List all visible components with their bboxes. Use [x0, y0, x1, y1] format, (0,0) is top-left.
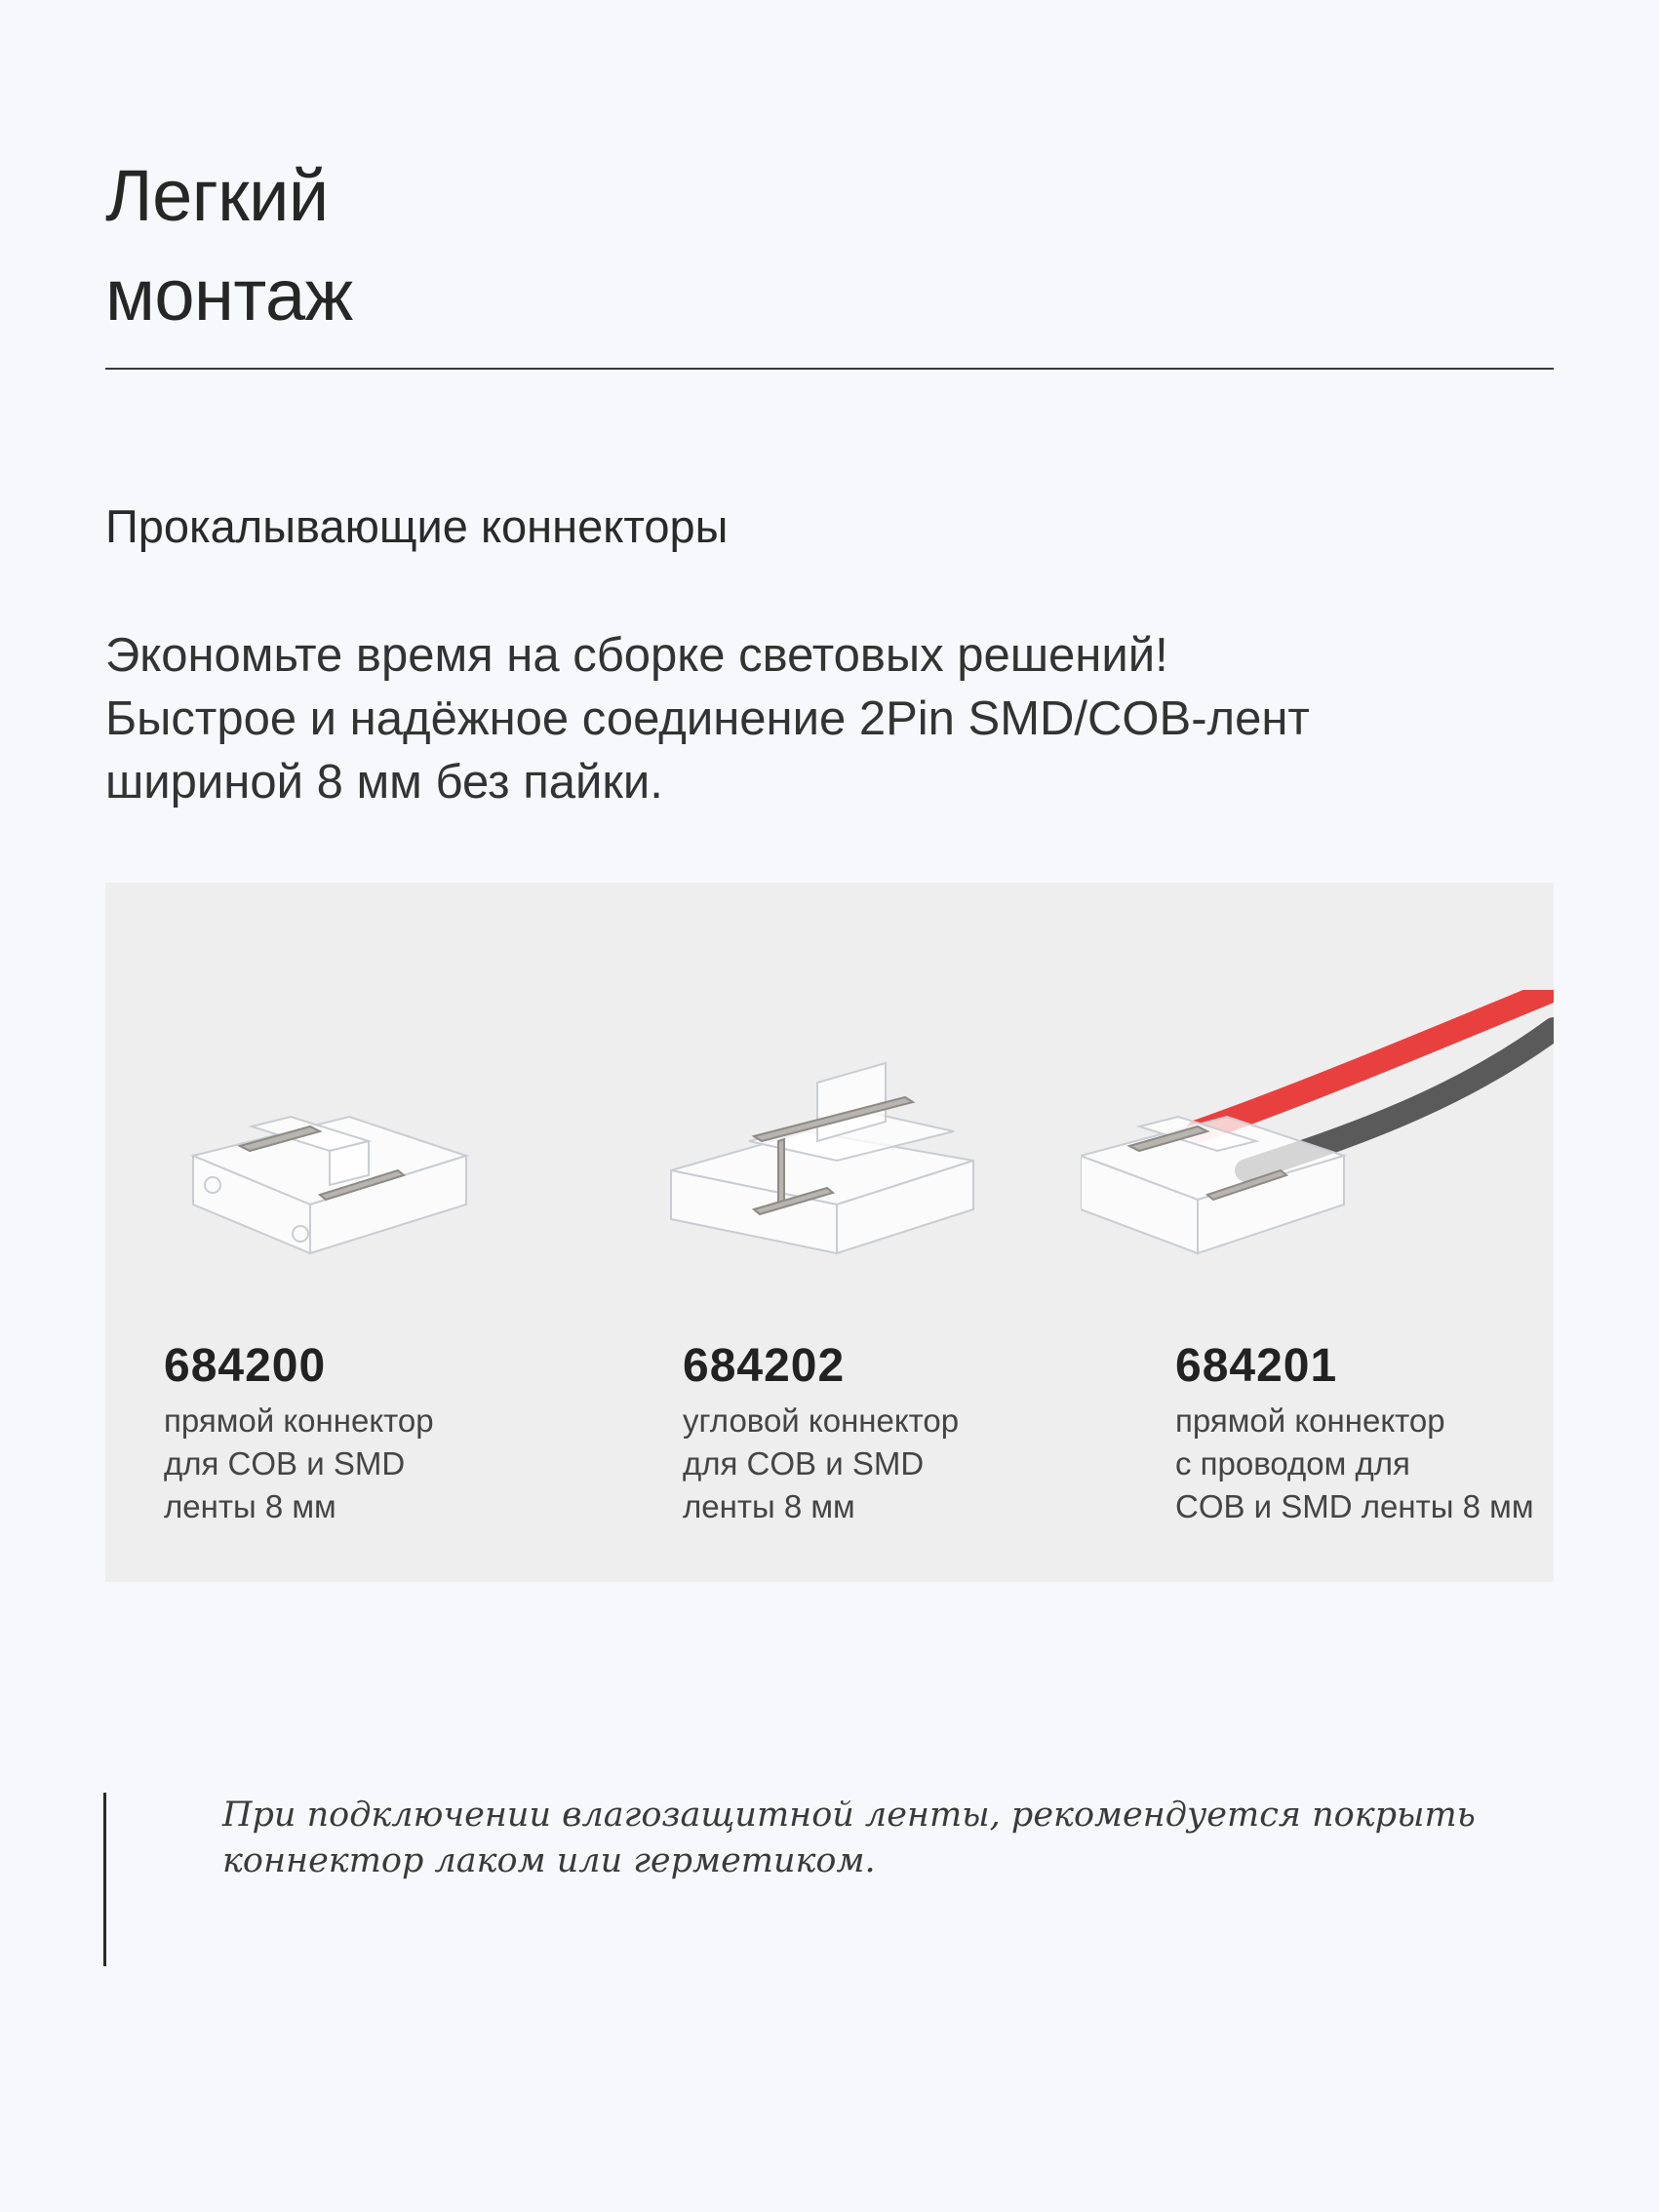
- lead-line-2: Быстрое и надёжное соединение 2Pin SMD/COB-лент: [105, 692, 1310, 745]
- corner-connector-image: [661, 1024, 1012, 1278]
- desc-line-2: для COB и SMD: [683, 1445, 925, 1481]
- desc-line-1: прямой коннектор: [164, 1402, 434, 1439]
- desc-line-2: для COB и SMD: [164, 1445, 406, 1481]
- section-lead: [105, 624, 1549, 814]
- section-subtitle: Прокалывающие коннекторы: [105, 500, 729, 552]
- desc-line-1: угловой коннектор: [683, 1402, 960, 1439]
- installation-note: [222, 1793, 1549, 1884]
- product-sku: 684201: [1175, 1340, 1338, 1392]
- lead-line-3: шириной 8 мм без пайки.: [105, 756, 663, 809]
- straight-connector-image: [174, 1039, 505, 1273]
- product-card-684200: [105, 883, 593, 1582]
- desc-line-3: ленты 8 мм: [164, 1488, 336, 1524]
- product-sku: 684202: [683, 1340, 846, 1392]
- note-accent-bar: [103, 1793, 106, 1966]
- note-line-1: При подключении влагозащитной ленты, рекомендуется покрыть: [222, 1796, 1476, 1835]
- desc-line-2: с проводом для: [1175, 1445, 1410, 1481]
- product-sku: 684200: [164, 1340, 327, 1392]
- product-description: [1175, 1400, 1534, 1528]
- desc-line-3: ленты 8 мм: [683, 1488, 855, 1524]
- lead-line-1: Экономьте время на сборке световых решений!: [105, 629, 1168, 682]
- title-divider: [105, 368, 1554, 370]
- wired-connector-image: [1081, 990, 1554, 1283]
- title-line-2: монтаж: [105, 255, 353, 336]
- product-description: [164, 1400, 434, 1528]
- product-card-684201: [1081, 883, 1554, 1582]
- title-line-1: Легкий: [105, 155, 329, 236]
- desc-line-1: прямой коннектор: [1175, 1402, 1445, 1439]
- product-description: [683, 1400, 959, 1528]
- product-card-684202: [593, 883, 1081, 1582]
- desc-line-3: COB и SMD ленты 8 мм: [1175, 1488, 1534, 1524]
- note-line-2: коннектор лаком или герметиком.: [222, 1841, 876, 1880]
- products-panel: [105, 883, 1554, 1582]
- page-title: [105, 146, 353, 345]
